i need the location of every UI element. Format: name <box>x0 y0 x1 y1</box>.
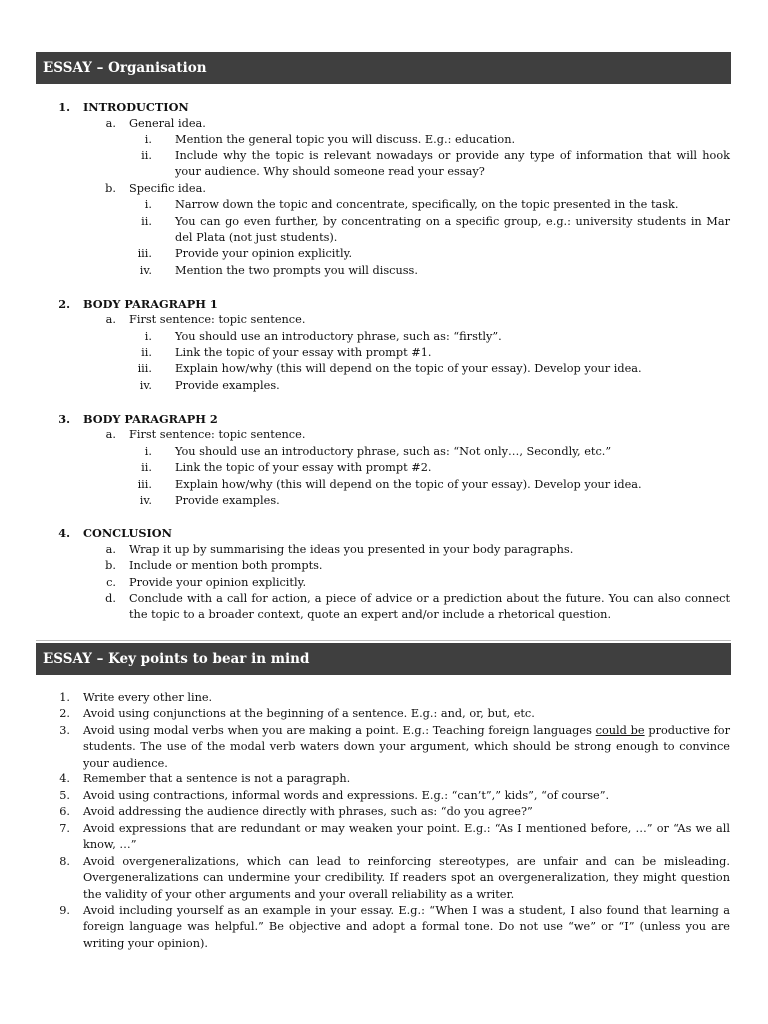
list-item: Narrow down the topic and concentrate, specifically, on the topic presented in the task. <box>175 198 679 211</box>
list-item: Provide examples. <box>175 494 280 507</box>
list-roman: iv. <box>139 379 152 392</box>
list-roman: iv. <box>139 264 152 277</box>
section-header-key-points <box>36 643 731 675</box>
list-roman: iii. <box>137 247 152 260</box>
section-header-organisation <box>36 52 731 84</box>
list-number: 3. <box>58 412 70 426</box>
list-roman: ii. <box>141 346 152 359</box>
list-letter: b. <box>105 559 116 572</box>
list-item: Avoid using conjunctions at the beginning of a sentence. E.g.: and, or, but, etc. <box>83 707 535 720</box>
list-item: Specific idea. <box>129 182 206 195</box>
list-letter: a. <box>105 313 116 326</box>
list-item: You should use an introductory phrase, such as: “Not only…, Secondly, etc.” <box>175 445 612 458</box>
list-number: 4. <box>58 526 70 540</box>
list-number: 1. <box>58 100 70 114</box>
divider <box>36 640 731 641</box>
list-item: Provide your opinion explicitly. <box>175 247 353 260</box>
list-item: Remember that a sentence is not a paragraph. <box>83 772 351 785</box>
list-letter: b. <box>105 182 116 195</box>
list-item: You can go even further, by concentrating on a specific group, e.g.: university students in Mar del Plata (not just students). <box>175 215 730 245</box>
list-item: Avoid addressing the audience directly with phrases, such as: “do you agree?” <box>83 805 533 818</box>
text-run: productive for students. The use of the modal verb waters down your argument, which should be strong enough to convince your audience. <box>83 724 730 770</box>
list-item: Include or mention both prompts. <box>129 559 323 572</box>
list-item: Link the topic of your essay with prompt #1. <box>175 346 432 359</box>
section-heading-body-1: BODY PARAGRAPH 1 <box>83 297 218 311</box>
list-number: 6. <box>59 805 70 818</box>
list-letter: a. <box>105 428 116 441</box>
list-item: First sentence: topic sentence. <box>129 313 306 326</box>
list-item: Link the topic of your essay with prompt #2. <box>175 461 432 474</box>
list-item: Write every other line. <box>83 691 213 704</box>
list-item <box>83 723 730 772</box>
list-roman: ii. <box>141 149 152 162</box>
text-run: Avoid using modal verbs when you are making a point. E.g.: Teaching foreign languages <box>83 724 596 737</box>
list-number: 4. <box>59 772 70 785</box>
list-item: Provide your opinion explicitly. <box>129 576 307 589</box>
list-roman: iii. <box>137 362 152 375</box>
list-roman: iv. <box>139 494 152 507</box>
list-letter: a. <box>105 543 116 556</box>
list-roman: ii. <box>141 215 152 228</box>
list-item: Avoid using contractions, informal words and expressions. E.g.: “can’t”,” kids”, “of course”. <box>83 789 610 802</box>
list-item: Include why the topic is relevant nowadays or provide any type of information that will hook your audience. Why should someone read your essay? <box>175 149 730 179</box>
section-title: ESSAY – Organisation <box>43 60 207 76</box>
list-roman: ii. <box>141 461 152 474</box>
list-number: 5. <box>59 789 70 802</box>
list-roman: i. <box>144 133 152 146</box>
section-heading-conclusion: CONCLUSION <box>83 526 172 540</box>
section-title: ESSAY – Key points to bear in mind <box>43 651 310 667</box>
list-item: Avoid overgeneralizations, which can lead to reinforcing stereotypes, are unfair and can be misleading. Overgeneralizations can undermine your credibility. If readers spot an overgeneralization, they might question the validity of your other arguments and your overall reliability as a writer. <box>83 855 730 901</box>
section-heading-introduction: INTRODUCTION <box>83 100 189 114</box>
list-item: Explain how/why (this will depend on the topic of your essay). Develop your idea. <box>175 362 642 375</box>
list-item: Provide examples. <box>175 379 280 392</box>
list-roman: i. <box>144 445 152 458</box>
list-item: Conclude with a call for action, a piece of advice or a prediction about the future. You can also connect the topic to a broader context, quote an expert and/or include a rhetorical question. <box>129 592 730 622</box>
list-number: 1. <box>59 691 70 704</box>
list-item: First sentence: topic sentence. <box>129 428 306 441</box>
list-number: 7. <box>59 822 70 835</box>
list-number: 2. <box>58 297 70 311</box>
list-item: Avoid including yourself as an example in your essay. E.g.: “When I was a student, I also found that learning a foreign language was helpful.” Be objective and adopt a formal tone. Do not use “we” or “I” (unless you are writing your opinion). <box>83 904 730 950</box>
list-letter: a. <box>105 117 116 130</box>
section-heading-body-2: BODY PARAGRAPH 2 <box>83 412 218 426</box>
list-number: 3. <box>59 724 70 737</box>
list-number: 9. <box>59 904 70 917</box>
list-item: You should use an introductory phrase, such as: “firstly”. <box>175 330 502 343</box>
list-number: 2. <box>59 707 70 720</box>
list-item: Explain how/why (this will depend on the topic of your essay). Develop your idea. <box>175 478 642 491</box>
underlined-text: could be <box>595 724 645 737</box>
list-roman: i. <box>144 198 152 211</box>
list-letter: d. <box>105 592 116 605</box>
list-number: 8. <box>59 855 70 868</box>
list-letter: c. <box>106 576 116 589</box>
list-roman: i. <box>144 330 152 343</box>
list-item: Avoid expressions that are redundant or may weaken your point. E.g.: “As I mentioned before, …” or “As we all know, …” <box>83 822 730 852</box>
list-item: General idea. <box>129 117 206 130</box>
list-item: Wrap it up by summarising the ideas you presented in your body paragraphs. <box>129 543 574 556</box>
list-roman: iii. <box>137 478 152 491</box>
list-item: Mention the two prompts you will discuss. <box>175 264 418 277</box>
list-item: Mention the general topic you will discuss. E.g.: education. <box>175 133 516 146</box>
